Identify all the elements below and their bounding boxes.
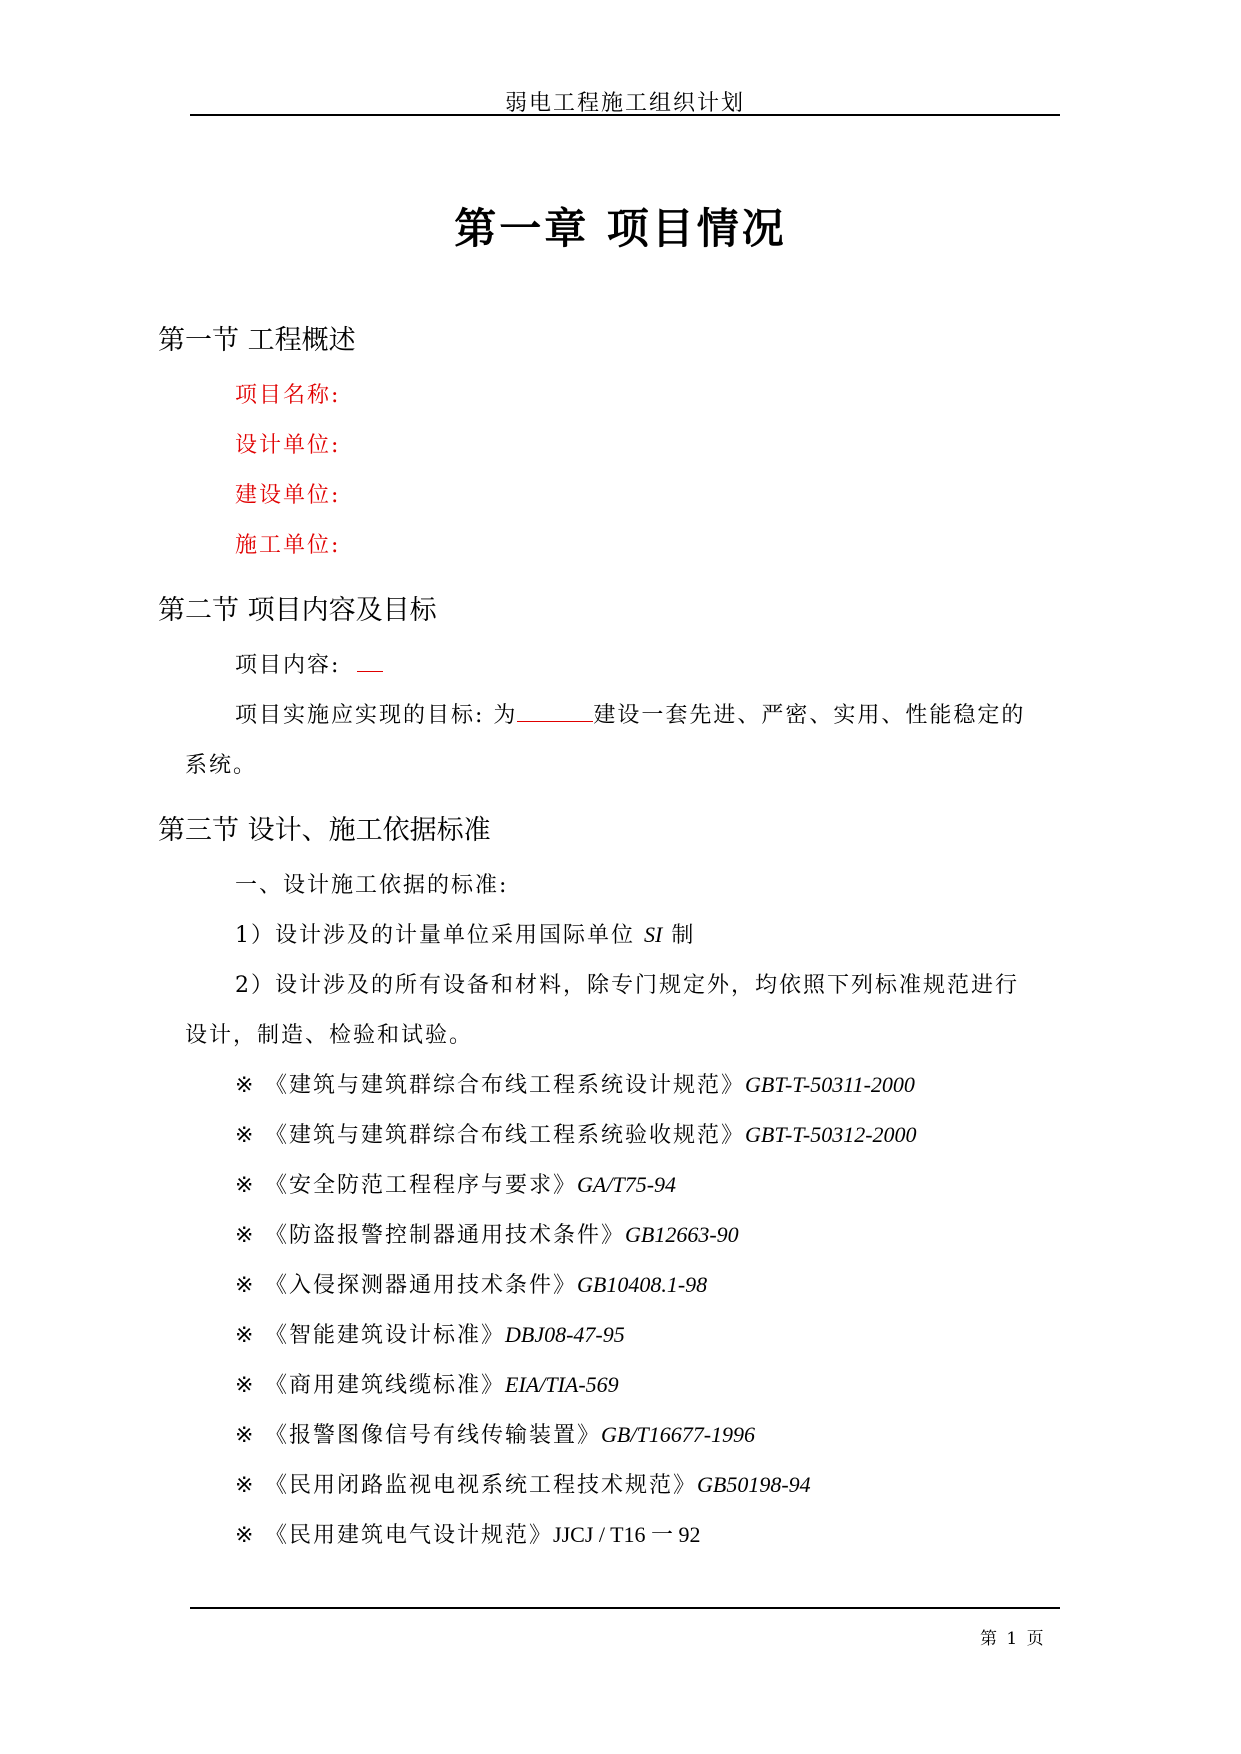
- standard-row: [235, 1368, 619, 1399]
- standard-title: 《报警图像信号有线传输装置》: [265, 1423, 602, 1448]
- standard-title: 《入侵探测器通用技术条件》: [265, 1273, 578, 1298]
- item1-si: SI: [644, 922, 663, 947]
- standards-intro: 一、设计施工依据的标准:: [235, 873, 509, 898]
- standard-row: [235, 1268, 707, 1299]
- item1-text: 1）设计涉及的计量单位采用国际单位: [235, 923, 635, 948]
- field-construction-owner: 建设单位:: [235, 483, 341, 508]
- standard-code: JJCJ / T16 一 92: [553, 1522, 701, 1547]
- standard-title: 《安全防范工程程序与要求》: [265, 1173, 578, 1198]
- section-title-content-goals: 第二节 项目内容及目标: [158, 595, 437, 626]
- project-goal-line: [235, 698, 1025, 729]
- standard-code: GB50198-94: [697, 1472, 811, 1497]
- reference-mark-icon: ※: [235, 1173, 256, 1198]
- standard-row: [235, 1118, 917, 1149]
- reference-mark-icon: ※: [235, 1073, 256, 1098]
- standard-title: 《防盗报警控制器通用技术条件》: [265, 1223, 626, 1248]
- standard-code: GBT-T-50312-2000: [745, 1122, 917, 1147]
- reference-mark-icon: ※: [235, 1373, 256, 1398]
- field-project-name: 项目名称:: [235, 383, 341, 408]
- reference-mark-icon: ※: [235, 1223, 256, 1248]
- standard-row: [235, 1418, 755, 1449]
- standard-code: GB12663-90: [625, 1222, 739, 1247]
- standard-row: [235, 1168, 676, 1199]
- project-content-line: [235, 648, 383, 679]
- project-content-blank: [357, 670, 383, 672]
- standards-item-2-line1: 2）设计涉及的所有设备和材料，除专门规定外，均依照下列标准规范进行: [235, 973, 1019, 998]
- project-goal-continuation: 系统。: [185, 753, 258, 778]
- running-header: 弱电工程施工组织计划: [504, 91, 745, 116]
- standard-title: 《建筑与建筑群综合布线工程系统设计规范》: [265, 1073, 746, 1098]
- chapter-title: 第一章 项目情况: [454, 204, 787, 253]
- standard-row: [235, 1068, 915, 1099]
- standard-title: 《建筑与建筑群综合布线工程系统验收规范》: [265, 1123, 746, 1148]
- standard-code: GA/T75-94: [577, 1172, 677, 1197]
- reference-mark-icon: ※: [235, 1273, 256, 1298]
- standard-code: GB/T16677-1996: [601, 1422, 756, 1447]
- standard-row: [235, 1218, 739, 1249]
- page-number: 第 1 页: [980, 1629, 1046, 1649]
- footer-divider: [190, 1607, 1060, 1609]
- section-title-standards: 第三节 设计、施工依据标准: [158, 815, 491, 846]
- reference-mark-icon: ※: [235, 1473, 256, 1498]
- standard-row: [235, 1518, 701, 1549]
- standard-row: [235, 1468, 811, 1499]
- project-goal-prefix: 项目实施应实现的目标: 为: [235, 703, 518, 728]
- standard-title: 《商用建筑线缆标准》: [265, 1373, 506, 1398]
- project-content-label: 项目内容:: [235, 653, 341, 678]
- standard-code: EIA/TIA-569: [505, 1372, 619, 1397]
- standard-code: GBT-T-50311-2000: [745, 1072, 915, 1097]
- header-divider: [190, 114, 1060, 116]
- project-goal-blank: [517, 720, 593, 722]
- standard-code: GB10408.1-98: [577, 1272, 708, 1297]
- standard-title: 《民用闭路监视电视系统工程技术规范》: [265, 1473, 698, 1498]
- reference-mark-icon: ※: [235, 1123, 256, 1148]
- field-design-unit: 设计单位:: [235, 433, 341, 458]
- reference-mark-icon: ※: [235, 1523, 256, 1548]
- item1-end: 制: [671, 923, 696, 948]
- standard-title: 《智能建筑设计标准》: [265, 1323, 506, 1348]
- standards-item-2-line2: 设计，制造、检验和试验。: [185, 1023, 474, 1048]
- reference-mark-icon: ※: [235, 1423, 256, 1448]
- standard-code: DBJ08-47-95: [505, 1322, 625, 1347]
- standard-title: 《民用建筑电气设计规范》: [265, 1523, 554, 1548]
- standard-row: [235, 1318, 625, 1349]
- reference-mark-icon: ※: [235, 1323, 256, 1348]
- section-title-overview: 第一节 工程概述: [158, 325, 356, 356]
- standards-item-1: [235, 918, 695, 949]
- project-goal-suffix: 建设一套先进、严密、实用、性能稳定的: [593, 703, 1026, 728]
- field-contractor: 施工单位:: [235, 533, 341, 558]
